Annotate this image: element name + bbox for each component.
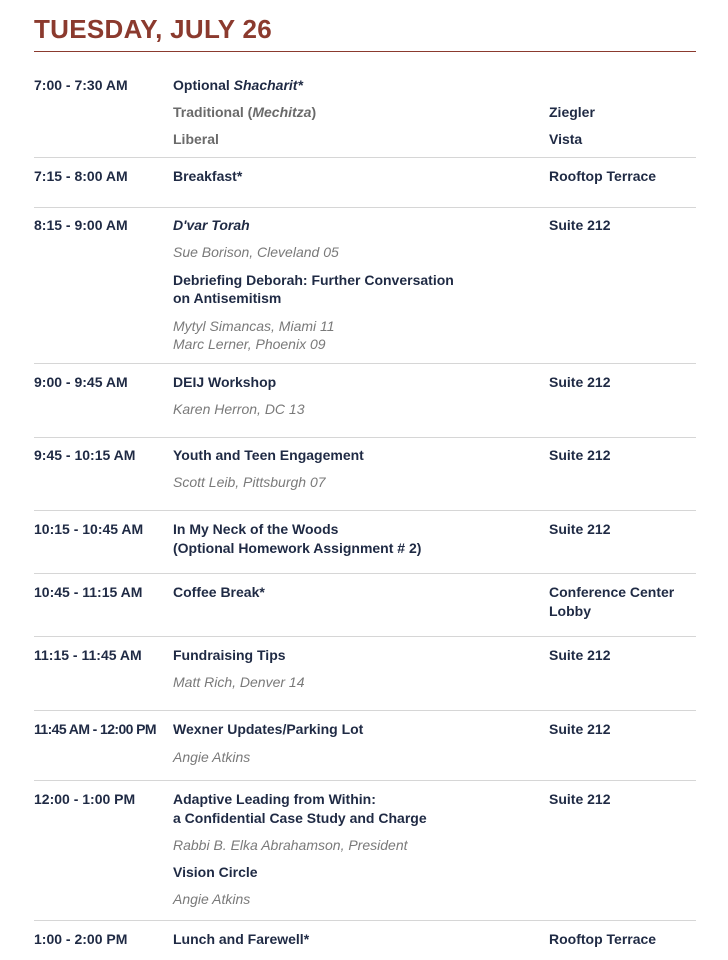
row-divider [34, 573, 696, 574]
time-slot: 11:15 - 11:45 AM [34, 647, 142, 663]
event-title: In My Neck of the Woods [173, 521, 339, 537]
event-title: Optional Shacharit* [173, 77, 303, 93]
speaker: Scott Leib, Pittsburgh 07 [173, 474, 326, 490]
event-title: D'var Torah [173, 217, 250, 233]
event-title: Vision Circle [173, 864, 258, 880]
row-divider [34, 437, 696, 438]
event-title: Adaptive Leading from Within: [173, 791, 376, 807]
event-title: Breakfast* [173, 168, 243, 184]
speaker: Rabbi B. Elka Abrahamson, President [173, 837, 408, 853]
event-title: Debriefing Deborah: Further Conversation [173, 272, 454, 288]
location: Suite 212 [549, 217, 611, 233]
speaker: Matt Rich, Denver 14 [173, 674, 305, 690]
event-title: Lunch and Farewell* [173, 931, 310, 947]
time-slot: 10:15 - 10:45 AM [34, 521, 144, 537]
location: Suite 212 [549, 374, 611, 390]
location: Suite 212 [549, 447, 611, 463]
location: Suite 212 [549, 791, 611, 807]
row-divider [34, 710, 696, 711]
service-option: Liberal [173, 131, 219, 147]
time-slot: 10:45 - 11:15 AM [34, 584, 143, 600]
row-divider [34, 636, 696, 637]
event-title: a Confidential Case Study and Charge [173, 810, 427, 826]
event-title: on Antisemitism [173, 290, 282, 306]
event-title: Youth and Teen Engagement [173, 447, 364, 463]
time-slot: 9:00 - 9:45 AM [34, 374, 128, 390]
location: Rooftop Terrace [549, 931, 657, 947]
row-divider [34, 780, 696, 781]
speaker: Mytyl Simancas, Miami 11 [173, 318, 335, 334]
event-title: Fundraising Tips [173, 647, 286, 663]
title-divider [34, 51, 696, 52]
event-title: Wexner Updates/Parking Lot [173, 721, 364, 737]
time-slot: 8:15 - 9:00 AM [34, 217, 128, 233]
row-divider [34, 157, 696, 158]
row-divider [34, 510, 696, 511]
speaker: Angie Atkins [173, 749, 251, 765]
row-divider [34, 920, 696, 921]
time-slot: 9:45 - 10:15 AM [34, 447, 136, 463]
service-option: Traditional (Mechitza) [173, 104, 317, 120]
event-title: Coffee Break* [173, 584, 265, 600]
time-slot: 12:00 - 1:00 PM [34, 791, 136, 807]
event-title: (Optional Homework Assignment # 2) [173, 540, 422, 556]
speaker: Sue Borison, Cleveland 05 [173, 244, 339, 260]
location: Suite 212 [549, 721, 611, 737]
time-slot: 11:45 AM - 12:00 PM [34, 721, 156, 737]
location: Vista [549, 131, 583, 147]
page-title: TUESDAY, JULY 26 [34, 14, 272, 44]
location: Suite 212 [549, 521, 611, 537]
location: Rooftop Terrace [549, 168, 657, 184]
time-slot: 7:15 - 8:00 AM [34, 168, 128, 184]
event-title: DEIJ Workshop [173, 374, 277, 390]
speaker: Marc Lerner, Phoenix 09 [173, 336, 326, 352]
time-slot: 1:00 - 2:00 PM [34, 931, 128, 947]
row-divider [34, 207, 696, 208]
row-divider [34, 363, 696, 364]
speaker: Angie Atkins [173, 891, 251, 907]
location: Conference Center [549, 584, 675, 600]
location: Ziegler [549, 104, 595, 120]
location: Lobby [549, 603, 591, 619]
speaker: Karen Herron, DC 13 [173, 401, 305, 417]
time-slot: 7:00 - 7:30 AM [34, 77, 128, 93]
location: Suite 212 [549, 647, 611, 663]
